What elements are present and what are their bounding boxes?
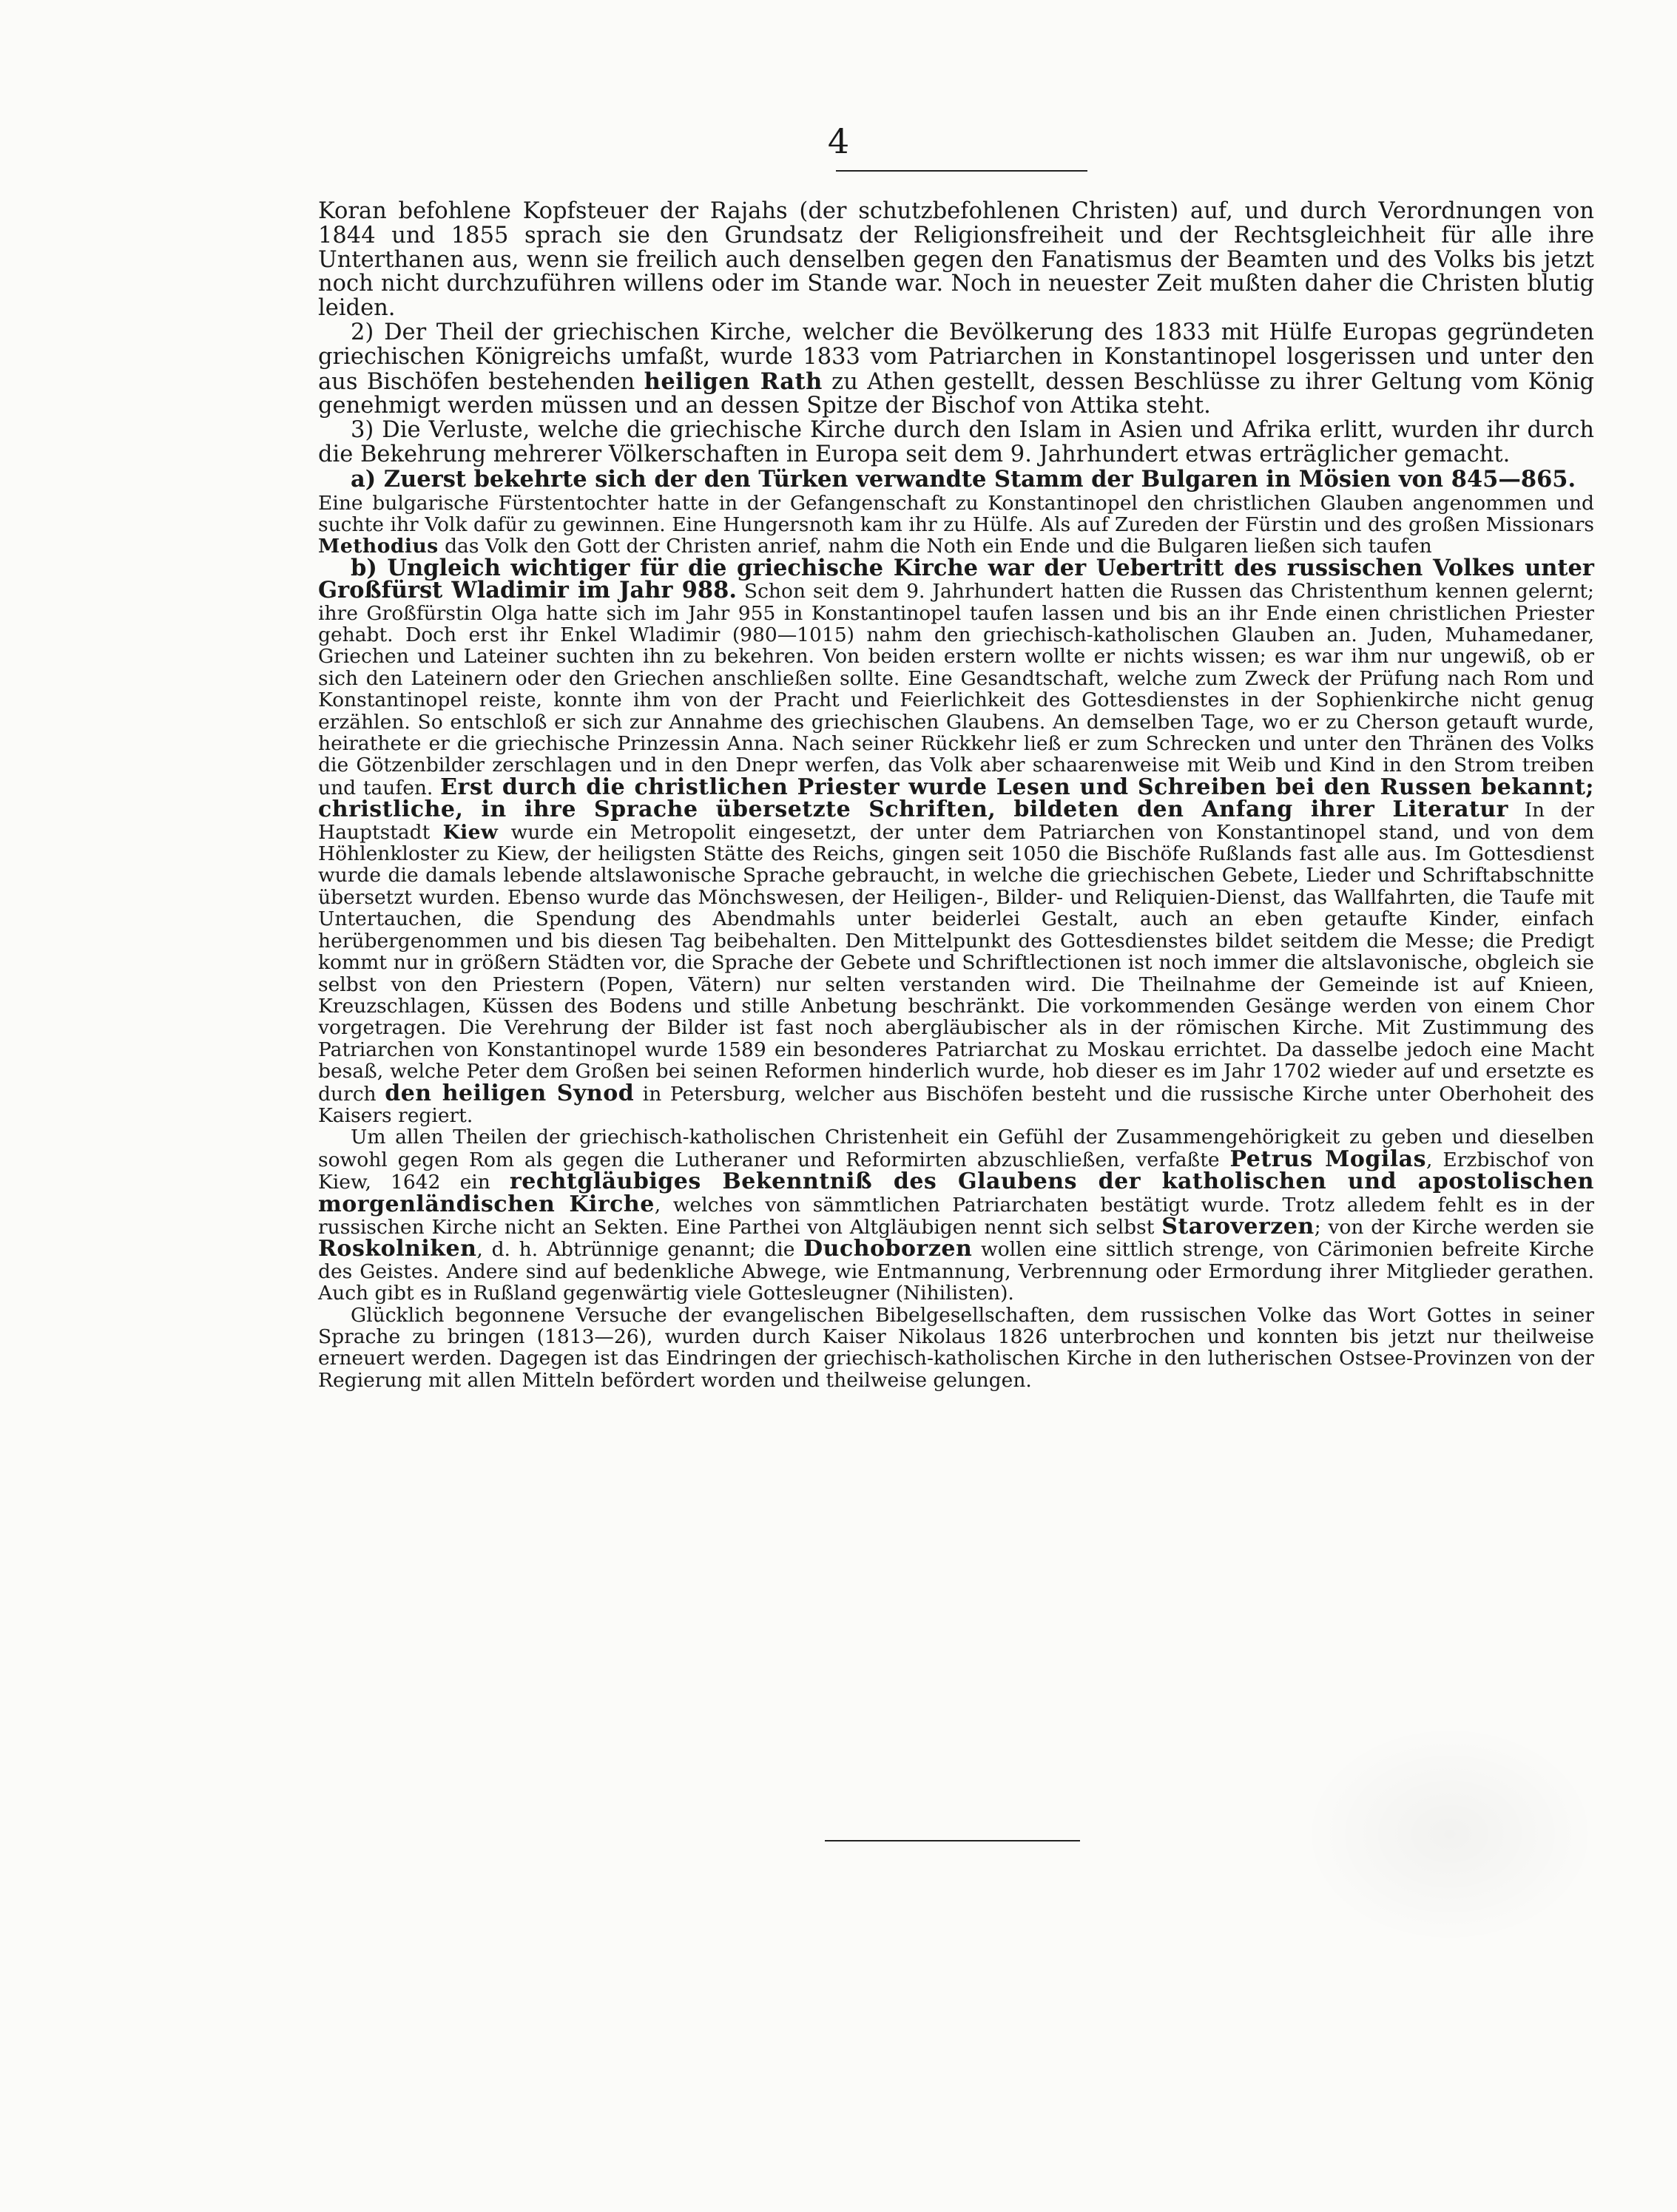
- text-run: Schon seit dem 9. Jahrhundert hatten die Russen das Christenthum kennen gelernt; ihre Großfürstin Olga hatte sich im Jahr 955 in Konstantinopel taufen lassen und bis an ihr Ende einen christlichen Priester gehabt. Doch erst ihr Enkel Wladimir (980—1015) nahm den griechisch-katholischen Glauben an. Juden, Muhamedaner, Griechen und Lateiner suchten ihn zu bekehren. Von beiden erstern wollte er nichts wissen; es war ihm nur ungewiß, ob er sich den Lateinern oder den Griechen anschließen sollte. Eine Gesandtschaft, welche zum Zweck der Prüfung nach Rom und Konstantinopel reiste, konnte ihm von der Pracht und Feierlichkeit des Gottesdienstes in der Sophienkirche nicht genug erzählen. So entschloß er sich zur Annahme des griechischen Glaubens. An demselben Tage, wo er zu Cherson getauft wurde, heirathete er die griechische Prinzessin Anna. Nach seiner Rückkehr ließ er zum Schrecken und unter den Thränen des Volks die Götzenbilder zerschlagen und in den Dnepr werfen, das Volk aber schaarenweise mit Weib und Kind in den Strom treiben und taufen.: [318, 580, 1594, 799]
- section-bulgarians: [318, 467, 1594, 493]
- emphasis-methodius: Methodius: [318, 535, 439, 558]
- body-text: [318, 200, 1594, 1391]
- text-run: In der Hauptstadt: [318, 799, 1594, 844]
- text-run: wollen eine sittlich strenge, von Cärimonien befreite Kirche des Geistes. Andere sind auf bedenkliche Abwege, wie Entmannung, Verbrennung oder Ermordung ihrer Mitglieder gerathen. Auch gibt es in Rußland gegenwärtig viele Gottesleugner (Nihilisten).: [318, 1238, 1594, 1305]
- text-run: das Volk den Gott der Christen anrief, nahm die Noth ein Ende und die Bulgaren ließen sich taufen: [438, 535, 1432, 558]
- emphasis-literature: Erst durch die christlichen Priester wurde Lesen und Schreiben bei den Russen bekannt; christliche, in ihre Sprache übersetzte Schriften, bildeten den Anfang ihrer Literatur: [318, 774, 1594, 823]
- section-heading-a: a) Zuerst bekehrte sich der den Türken verwandte Stamm der Bulgaren in Mösien von 845—865.: [351, 465, 1576, 493]
- emphasis-duchoborzen: Duchoborzen: [803, 1236, 973, 1262]
- text-run: , Erzbischof von Kiew, 1642 ein: [318, 1148, 1595, 1194]
- top-divider: [836, 170, 1087, 172]
- paragraph-bulgarians: [318, 493, 1594, 558]
- emphasis-roskolniken: Roskolniken: [318, 1236, 477, 1262]
- paragraph-losses: 3) Die Verluste, welche die griechische Kirche durch den Islam in Asien und Afrika erlitt, wurden ihr durch die Bekehrung mehrerer Völkerschaften in Europa seit dem 9. Jahrhundert etwas erträglicher gemacht.: [318, 417, 1594, 467]
- paragraph-bible-societies: Glücklich begonnene Versuche der evangelischen Bibelgesellschaften, dem russischen Volke das Wort Gottes in seiner Sprache zu bringen (1813—26), wurden durch Kaiser Nikolaus 1826 unterbrochen und konnten bis jetzt nur theilweise erneuert werden. Dagegen ist das Eindringen der griechisch-katholischen Kirche in den lutherischen Ostsee-Provinzen von der Regierung mit allen Mitteln befördert worden und theilweise gelungen.: [318, 1303, 1594, 1392]
- page-number: 4: [827, 121, 850, 161]
- paper-smudge: [1302, 1723, 1598, 1945]
- emphasis-synod: den heiligen Synod: [385, 1080, 635, 1106]
- text-run: ; von der Kirche werden sie: [1314, 1215, 1595, 1239]
- text-run: , welches von sämmtlichen Patriarchaten bestätigt wurde. Trotz alledem fehlt es in der russischen Kirche nicht an Sekten. Eine Parthei von Altgläubigen nennt sich selbst: [318, 1193, 1594, 1239]
- section-heading-b: b) Ungleich wichtiger für die griechische Kirche war der Uebertritt des russischen Volkes unter Großfürst Wladimir im Jahr 988.: [318, 554, 1594, 604]
- paragraph-greek-kingdom: [318, 321, 1594, 419]
- text-run: wurde ein Metropolit eingesetzt, der unter dem Patriarchen von Konstantinopel stand, und von dem Höhlenkloster zu Kiew, der heiligsten Stätte des Reichs, gingen seit 1050 die Bischöfe Rußlands fast alle aus. Im Gottesdienst wurde die damals lebende altslawonische Sprache gebraucht, in welche die griechischen Gebete, Lieder und Schriftabschnitte übersetzt wurden. Ebenso wurde das Mönchswesen, der Heiligen-, Bilder- und Reliquien-Dienst, das Wallfahrten, die Taufe mit Untertauchen, die Spendung des Abendmahls unter beiderlei Gestalt, auch an eben getaufte Kinder, einfach herübergenommen und bis diesen Tag beibehalten. Den Mittelpunkt des Gottesdienstes bildet seitdem die Messe; die Predigt kommt nur in größern Städten vor, die Sprache der Gebete und Schriftlectionen ist noch immer die altslavonische, obgleich sie selbst von den Priestern (Popen, Vätern) nur selten verstanden wird. Die Theilnahme der Gemeinde ist auf Knieen, Kreuzschlagen, Küssen des Bodens und stille Anbetung beschränkt. Die vorkommenden Gesänge werden von einem Chor vorgetragen. Die Verehrung der Bilder ist fast noch abergläubischer als in der römischen Kirche. Mit Zustimmung des Patriarchen von Konstantinopel wurde 1589 ein besonderes Patriarchat zu Moskau errichtet. Da dasselbe jedoch eine Macht besaß, welche Peter dem Großen bei seinen Reformen hinderlich wurde, hob dieser es im Jahr 1702 wieder auf und ersetzte es durch: [318, 820, 1594, 1106]
- text-run: Eine bulgarische Fürstentochter hatte in der Gefangenschaft zu Konstantinopel den christlichen Glauben angenommen und suchte ihr Volk dafür zu gewinnen. Eine Hungersnoth kam ihr zu Hülfe. Als auf Zureden der Fürstin und des großen Missionars: [318, 491, 1594, 536]
- paragraph-mogilas: [318, 1126, 1594, 1304]
- text-run: , d. h. Abtrünnige genannt; die: [476, 1238, 804, 1262]
- emphasis-kiew: Kiew: [442, 820, 499, 844]
- text-run: Um allen Theilen der griechisch-katholischen Christenheit ein Gefühl der Zusammengehörigkeit zu geben und dieselben sowohl gegen Rom als gegen die Lutheraner und Reformirten abzuschließen, verfaßte: [318, 1126, 1594, 1171]
- text-run: zu Athen gestellt, dessen Beschlüsse zu ihrer Geltung vom König genehmigt werden müssen und an dessen Spitze der Bischof von Attika steht.: [318, 368, 1594, 419]
- emphasis-petrus-mogilas: Petrus Mogilas: [1229, 1146, 1426, 1172]
- emphasis-staroverzen: Staroverzen: [1161, 1213, 1315, 1239]
- text-run: in Petersburg, welcher aus Bischöfen besteht und die russische Kirche unter Oberhoheit des Kaisers regiert.: [318, 1082, 1594, 1127]
- text-run: 2) Der Theil der griechischen Kirche, welcher die Bevölkerung des 1833 mit Hülfe Europas gegründeten griechischen Königreichs umfaßt, wurde 1833 vom Patriarchen in Konstantinopel losgerissen und unter den aus Bischöfen bestehenden: [318, 319, 1594, 395]
- bottom-divider: [825, 1840, 1080, 1841]
- emphasis-bekenntniss: rechtgläubiges Bekenntniß des Glaubens der katholischen und apostolischen morgenländischen Kirche: [318, 1168, 1594, 1217]
- emphasis-heiliger-rath: heiligen Rath: [644, 368, 823, 395]
- section-russians: [318, 554, 1594, 1127]
- paragraph-koran: Koran befohlene Kopfsteuer der Rajahs (der schutzbefohlenen Christen) auf, und durch Verordnungen von 1844 und 1855 sprach sie den Grundsatz der Religionsfreiheit und der Rechtsgleichheit für alle ihre Unterthanen aus, wenn sie freilich auch denselben gegen den Fanatismus der Beamten und des Volks bis jetzt noch nicht durchzuführen willens oder im Stande war. Noch in neuester Zeit mußten daher die Christen blutig leiden.: [318, 198, 1594, 322]
